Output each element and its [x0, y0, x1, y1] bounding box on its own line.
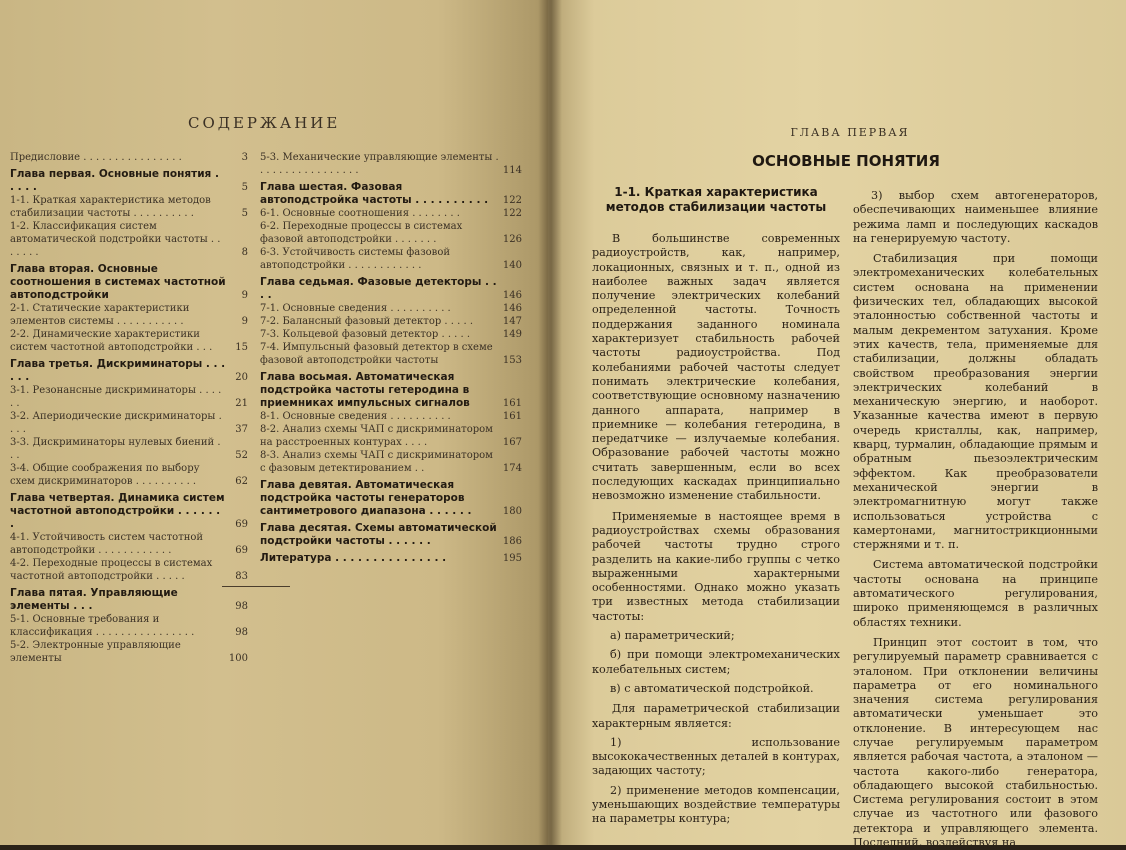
paragraph: 1) использование высококачественных деталей в контурах, задающих частоту; — [592, 735, 840, 778]
toc-entry-title: Глава первая. Основные понятия . . . . . — [10, 168, 219, 193]
toc-entry-title: 7-1. Основные сведения . . . . . . . . . . — [260, 303, 451, 314]
toc-entry-title: 3-3. Дискриминаторы нулевых биений . . . — [10, 437, 221, 461]
paragraph: Стабилизация при помощи электромеханических колебательных систем основана на применении физических тел, обладающих высокой эталонностью собственной частоты и малым декрементом затухания. Кроме этих качеств, тела, применяемые для стабилизации, должны обладать свойством преобразования энергии электрических колебаний в механическую энергию, и наоборот. Указанные качества имеют в первую очередь кристаллы, как, например, кварц, турмалин, обладающие прямым и обратным пьезоэлектрическим эффектом. Как преобразователи механической энергии в электромагнитную могут также использоваться устройства с камертонами, магнитострикционными стержнями и т. п. — [853, 252, 1098, 552]
toc-entry — [260, 207, 522, 220]
toc-entry-page: 69 — [235, 545, 248, 556]
toc-entry — [260, 151, 522, 177]
left-page — [0, 0, 548, 845]
toc-entry-title: Глава восьмая. Автоматическая подстройка частоты гетеродина в приемниках импульсных сигналов — [260, 371, 470, 409]
toc-entry-title: Глава седьмая. Фазовые детекторы . . . . — [260, 276, 497, 301]
toc-entry-title: 2-2. Динамические характеристики систем частотной автоподстройки . . . — [10, 329, 213, 353]
toc-entry-page: 20 — [235, 372, 248, 383]
toc-chapter — [10, 168, 248, 194]
toc-chapter — [260, 276, 522, 302]
toc-entry-title: Глава шестая. Фазовая автоподстройка частоты . . . . . . . . . . — [260, 181, 489, 206]
toc-chapter — [260, 181, 522, 207]
toc-chapter — [10, 358, 248, 384]
paragraph: Принцип этот состоит в том, что регулируемый параметр сравнивается с эталоном. При отклонении величины параметра от его номинального значения система регулирования автоматически уменьшает это отклонение. В интересующем нас случае регулируемым параметром является рабочая частота, а эталоном — частота какого-либо генератора, обладающего высокой стабильностью. Система регулирования состоит в этом случае из частотного или фазового детектора и управляющего элемента. Последний, воздействуя на — [853, 635, 1098, 850]
toc-entry-page: 122 — [502, 195, 522, 206]
toc-entry — [10, 462, 248, 488]
toc-entry-title: 6-1. Основные соотношения . . . . . . . . — [260, 208, 460, 219]
text-column-right — [853, 189, 1098, 850]
toc-entry-title: 8-3. Анализ схемы ЧАП с дискриминатором с фазовым детектированием . . — [260, 450, 493, 474]
toc-entry — [10, 557, 248, 583]
toc-entry-title: 6-3. Устойчивость системы фазовой автоподстройки . . . . . . . . . . . . — [260, 247, 450, 271]
toc-entry-title: 2-1. Статические характеристики элементов системы . . . . . . . . . . . — [10, 303, 190, 327]
toc-column-1 — [10, 151, 248, 665]
toc-entry — [260, 449, 522, 475]
toc-entry — [10, 302, 248, 328]
toc-entry-title: 6-2. Переходные процессы в системах фазовой автоподстройки . . . . . . . — [260, 221, 463, 245]
toc-entry-page: 9 — [241, 290, 248, 301]
toc-entry — [260, 328, 522, 341]
toc-entry-page: 180 — [502, 506, 522, 517]
toc-entry-title: 5-2. Электронные управляющие элементы — [10, 640, 181, 664]
toc-entry-page: 195 — [502, 553, 522, 564]
toc-entry — [260, 423, 522, 449]
toc-title: СОДЕРЖАНИЕ — [188, 114, 341, 132]
toc-entry-title: 7-4. Импульсный фазовый детектор в схеме фазовой автоподстройки частоты — [260, 342, 493, 366]
toc-entry-title: 1-2. Классификация систем автоматической подстройки частоты . . . . . . . — [10, 221, 221, 258]
toc-entry — [10, 384, 248, 410]
toc-entry-page: 98 — [235, 627, 248, 638]
toc-entry-page: 98 — [235, 601, 248, 612]
toc-entry-page: 114 — [502, 165, 522, 176]
toc-entry-page: 153 — [502, 355, 522, 366]
toc-entry-title: 4-2. Переходные процессы в системах частотной автоподстройки . . . . . — [10, 558, 213, 582]
paragraph: Для параметрической стабилизации характерным является: — [592, 702, 840, 730]
toc-entry-page: 5 — [241, 208, 248, 219]
toc-entry-page: 146 — [502, 303, 522, 314]
toc-entry-title: Глава девятая. Автоматическая подстройка частоты генераторов сантиметрового диапазона . . . . . . — [260, 479, 472, 517]
toc-chapter — [260, 522, 522, 548]
toc-entry-title: 3-2. Апериодические дискриминаторы . . . . — [10, 411, 222, 435]
toc-entry-page: 100 — [228, 653, 248, 664]
toc-entry — [260, 315, 522, 328]
toc-entry-page: 146 — [502, 290, 522, 301]
toc-entry — [10, 613, 248, 639]
toc-entry-title: 5-3. Механические управляющие элементы . . . . . . . . . . . . . . . . . — [260, 152, 499, 176]
toc-entry-page: 167 — [502, 437, 522, 448]
toc-chapter — [260, 479, 522, 518]
toc-chapter — [10, 263, 248, 302]
toc-entry-page: 15 — [235, 342, 248, 353]
toc-entry-title: Литература . . . . . . . . . . . . . . . — [260, 552, 447, 564]
toc-entry-page: 83 — [235, 571, 248, 582]
toc-entry-page: 174 — [502, 463, 522, 474]
toc-entry-title: 4-1. Устойчивость систем частотной автоподстройки . . . . . . . . . . . . — [10, 532, 204, 556]
toc-entry-page: 161 — [502, 398, 522, 409]
toc-entry-title: Глава четвертая. Динамика систем частотной автоподстройки . . . . . . . — [10, 492, 225, 530]
toc-entry-page: 161 — [502, 411, 522, 422]
toc-entry-page: 186 — [502, 536, 522, 547]
toc-entry-page: 5 — [241, 182, 248, 193]
paragraph: 3) выбор схем автогенераторов, обеспечивающих наименьшее влияние режима ламп и последующих каскадов на генерируемую частоту. — [853, 189, 1098, 245]
toc-end-rule — [222, 586, 290, 587]
toc-entry — [10, 410, 248, 436]
toc-entry-title: Глава десятая. Схемы автоматической подстройки частоты . . . . . . — [260, 522, 497, 547]
toc-entry — [260, 246, 522, 272]
toc-entry-page: 149 — [502, 329, 522, 340]
toc-entry-page: 122 — [502, 208, 522, 219]
toc-entry-page: 37 — [235, 424, 248, 435]
toc-entry-title: Предисловие . . . . . . . . . . . . . . . . — [10, 152, 182, 163]
toc-chapter — [10, 587, 248, 613]
toc-entry — [260, 302, 522, 315]
toc-entry-title: 3-1. Резонансные дискриминаторы . . . . . . — [10, 385, 222, 409]
toc-chapter — [260, 371, 522, 410]
toc-entry-title: 5-1. Основные требования и классификация . . . . . . . . . . . . . . . . — [10, 614, 195, 638]
toc-entry-title: Глава пятая. Управляющие элементы . . . — [10, 587, 178, 612]
toc-entry — [10, 194, 248, 220]
toc-entry-title: 1-1. Краткая характеристика методов стабилизации частоты . . . . . . . . . . — [10, 195, 211, 219]
toc-entry — [10, 639, 248, 665]
paragraph: Применяемые в настоящее время в радиоустройствах схемы образования рабочей частоты трудно строго разделить на какие-либо группы с четко выраженными характерными особенностями. Однако можно указать три известных метода стабилизации частоты: — [592, 509, 840, 623]
toc-entry-title: 3-4. Общие соображения по выбору схем дискриминаторов . . . . . . . . . . — [10, 463, 200, 487]
paragraph: а) параметрический; — [610, 629, 735, 643]
toc-entry-title: 8-1. Основные сведения . . . . . . . . . . — [260, 411, 451, 422]
toc-entry — [10, 436, 248, 462]
toc-entry-page: 8 — [241, 247, 248, 258]
paragraph: В большинстве современных радиоустройств, как, например, локационных, связных и т. п., одной из наиболее важных задач является получение электрических колебаний определенной частоты. Точность поддержания заданного номинала характеризует стабильность рабочей частоты радиоустройства. Под колебаниями рабочей частоты следует понимать электрические колебания, соответствующие основному назначению данного аппарата, например в приемнике — колебания гетеродина, в передатчике — излучаемые колебания. Образование рабочей частоты можно считать завершенным, если во всех последующих каскадах принципиально невозможно изменение стабильности. — [592, 232, 840, 503]
toc-entry-page: 69 — [235, 519, 248, 530]
toc-entry-page: 62 — [235, 476, 248, 487]
toc-entry-page: 147 — [502, 316, 522, 327]
chapter-label: ГЛАВА ПЕРВАЯ — [790, 126, 910, 139]
toc-entry-page: 140 — [502, 260, 522, 271]
paragraph: б) при помощи электромеханических колебательных систем; — [592, 648, 840, 676]
paragraph: Система автоматической подстройки частоты основана на принципе автоматического регулирования, широко применяющемся в различных областях техники. — [853, 558, 1098, 629]
section-title: 1-1. Краткая характеристика методов стабилизации частоты — [605, 185, 827, 214]
toc-entry-page: 9 — [241, 316, 248, 327]
toc-entry — [260, 410, 522, 423]
toc-column-2 — [260, 151, 522, 565]
paragraph: в) с автоматической подстройкой. — [610, 681, 814, 695]
toc-chapter — [10, 492, 248, 531]
toc-entry-page: 52 — [235, 450, 248, 461]
toc-entry — [10, 151, 248, 164]
toc-entry-title: 8-2. Анализ схемы ЧАП с дискриминатором на расстроенных контурах . . . . — [260, 424, 493, 448]
toc-entry — [10, 531, 248, 557]
paragraph: 2) применение методов компенсации, уменьшающих воздействие температуры на параметры контура; — [592, 783, 840, 826]
toc-entry — [10, 328, 248, 354]
toc-entry — [260, 341, 522, 367]
toc-chapter — [260, 552, 522, 565]
toc-entry-page: 126 — [502, 234, 522, 245]
toc-entry-page: 21 — [235, 398, 248, 409]
toc-entry-title: 7-2. Балансный фазовый детектор . . . . . — [260, 316, 474, 327]
text-column-left — [592, 226, 840, 827]
toc-entry-title: Глава третья. Дискриминаторы . . . . . . — [10, 358, 226, 383]
toc-entry-title: Глава вторая. Основные соотношения в системах частотной автоподстройки — [10, 263, 226, 301]
toc-entry-page: 3 — [241, 152, 248, 163]
book-gutter — [538, 0, 562, 845]
toc-entry — [10, 220, 248, 259]
chapter-title: ОСНОВНЫЕ ПОНЯТИЯ — [752, 152, 940, 170]
toc-entry-title: 7-3. Кольцевой фазовый детектор . . . . . — [260, 329, 471, 340]
toc-entry — [260, 220, 522, 246]
